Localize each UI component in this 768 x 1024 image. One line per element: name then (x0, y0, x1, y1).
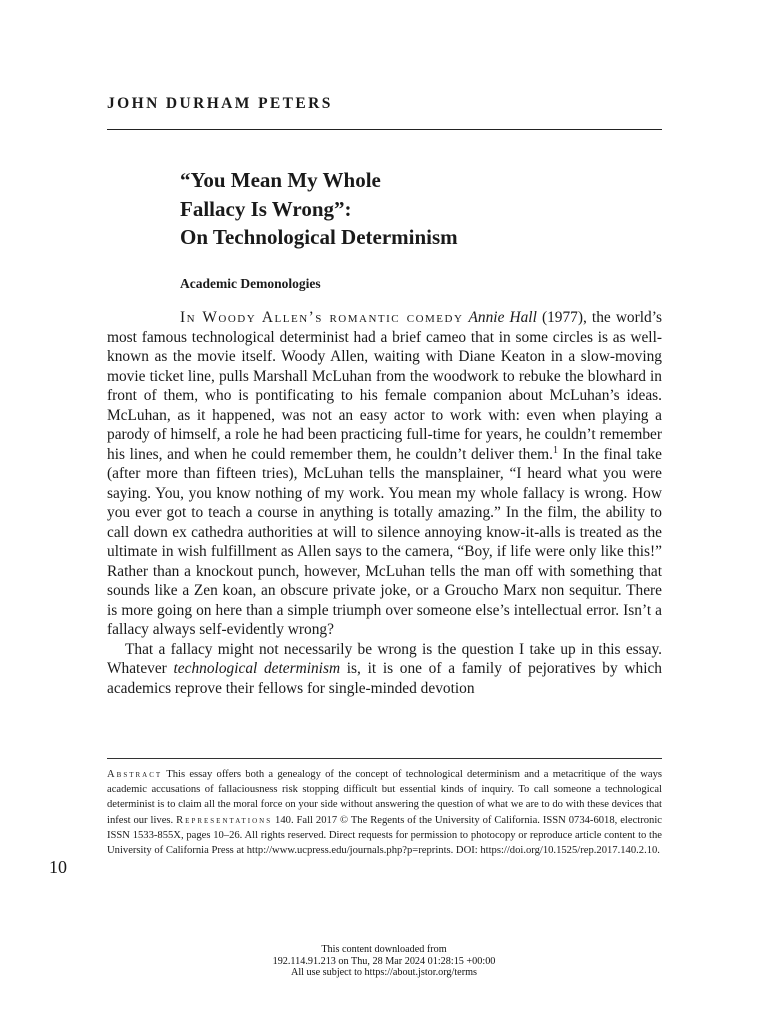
body-paragraph-1 (107, 308, 662, 640)
download-notice (0, 944, 768, 979)
opening-small-caps: In Woody Allen’s romantic comedy (180, 309, 464, 326)
download-line-2: 192.114.91.213 on Thu, 28 Mar 2024 01:28:15 +00:00 (272, 955, 496, 967)
running-header-author: JOHN DURHAM PETERS (107, 95, 333, 112)
paragraph-2-text-a: That a fallacy might not necessarily be wrong is the question I take up in this essay. Whatever (107, 640, 662, 677)
title-line-2: Fallacy Is Wrong”: (180, 196, 352, 221)
page-number: 10 (49, 857, 67, 877)
film-title: Annie Hall (468, 309, 537, 326)
italic-term: technological determinism (173, 660, 341, 677)
abstract-footnote (107, 767, 662, 858)
download-line-1: This content downloaded from (321, 944, 447, 955)
title-line-1: “You Mean My Whole (180, 168, 381, 192)
article-title (180, 166, 458, 252)
paragraph-2-text-b: is, it is one of a family of pejoratives by which academics reprove their fellows for single-minded devotion (107, 660, 662, 697)
footnote-reference[interactable]: 1 (553, 444, 558, 456)
title-line-3: On Technological Determinism (180, 225, 458, 249)
section-heading: Academic Demonologies (180, 276, 321, 291)
header-rule (107, 129, 662, 130)
footnote-rule (107, 758, 662, 759)
download-line-3[interactable]: All use subject to https://about.jstor.org/terms (290, 967, 477, 978)
article-body (107, 308, 662, 698)
abstract-label: Abstract (107, 769, 163, 780)
body-paragraph-2 (107, 640, 662, 699)
abstract-text: This essay offers both a genealogy of the concept of technological determinism and a metacritique of the ways academic accusations of fallaciousness risk stopping difficult but essential kinds of inquiry. To call someone a technological determinist is to claim all the moral force on your side without answering the question of what we are to do with these devices that infest our lives. (107, 769, 662, 826)
journal-name: Representations (176, 814, 273, 826)
paragraph-1-text-a: (1977), the world’s most famous technological determinist had a brief cameo that in some circles is as well-known as the movie itself. Woody Allen, waiting with Diane Keaton in a slow-moving movie ticket line, pulls Marshall McLuhan from the woodwork to rebuke the blowhard in front of them, who is pontificating to his female companion about McLuhan’s ideas. McLuhan, as it happened, was not an easy actor to work with: even when playing a parody of himself, a role he had been practicing full-time for years, he couldn’t remember his lines, and when he could remember them, he couldn’t deliver them. (107, 309, 662, 463)
citation-text[interactable]: 140. Fall 2017 © The Regents of the University of California. ISSN 0734-6018, electronic ISSN 1533-855X, pages 10–26. All rights reserved. Direct requests for permission to photocopy or reproduce article content to the University of California Press at http://www.ucpress.edu/journals.php?p=reprints. DOI: https://doi.org/10.1525/rep.2017.140.2.10. (107, 814, 662, 857)
paragraph-1-text-b: In the final take (after more than fifteen tries), McLuhan tells the mansplainer, “I heard what you were saying. You, you know nothing of my work. You mean my whole fallacy is wrong. How you ever got to teach a course in anything is totally amazing.” In the film, the ability to call down ex cathedra authorities at will to silence annoying know-it-alls is treated as the ultimate in wish fulfillment as Allen says to the camera, “Boy, if life were only like this!” Rather than a knockout punch, however, McLuhan tells the man off with something that sounds like a Zen koan, an obscure private joke, or a Groucho Marx non sequitur. There is more going on here than a simple triumph over someone else’s intellectual error. Isn’t a fallacy always self-evidently wrong? (107, 445, 662, 638)
